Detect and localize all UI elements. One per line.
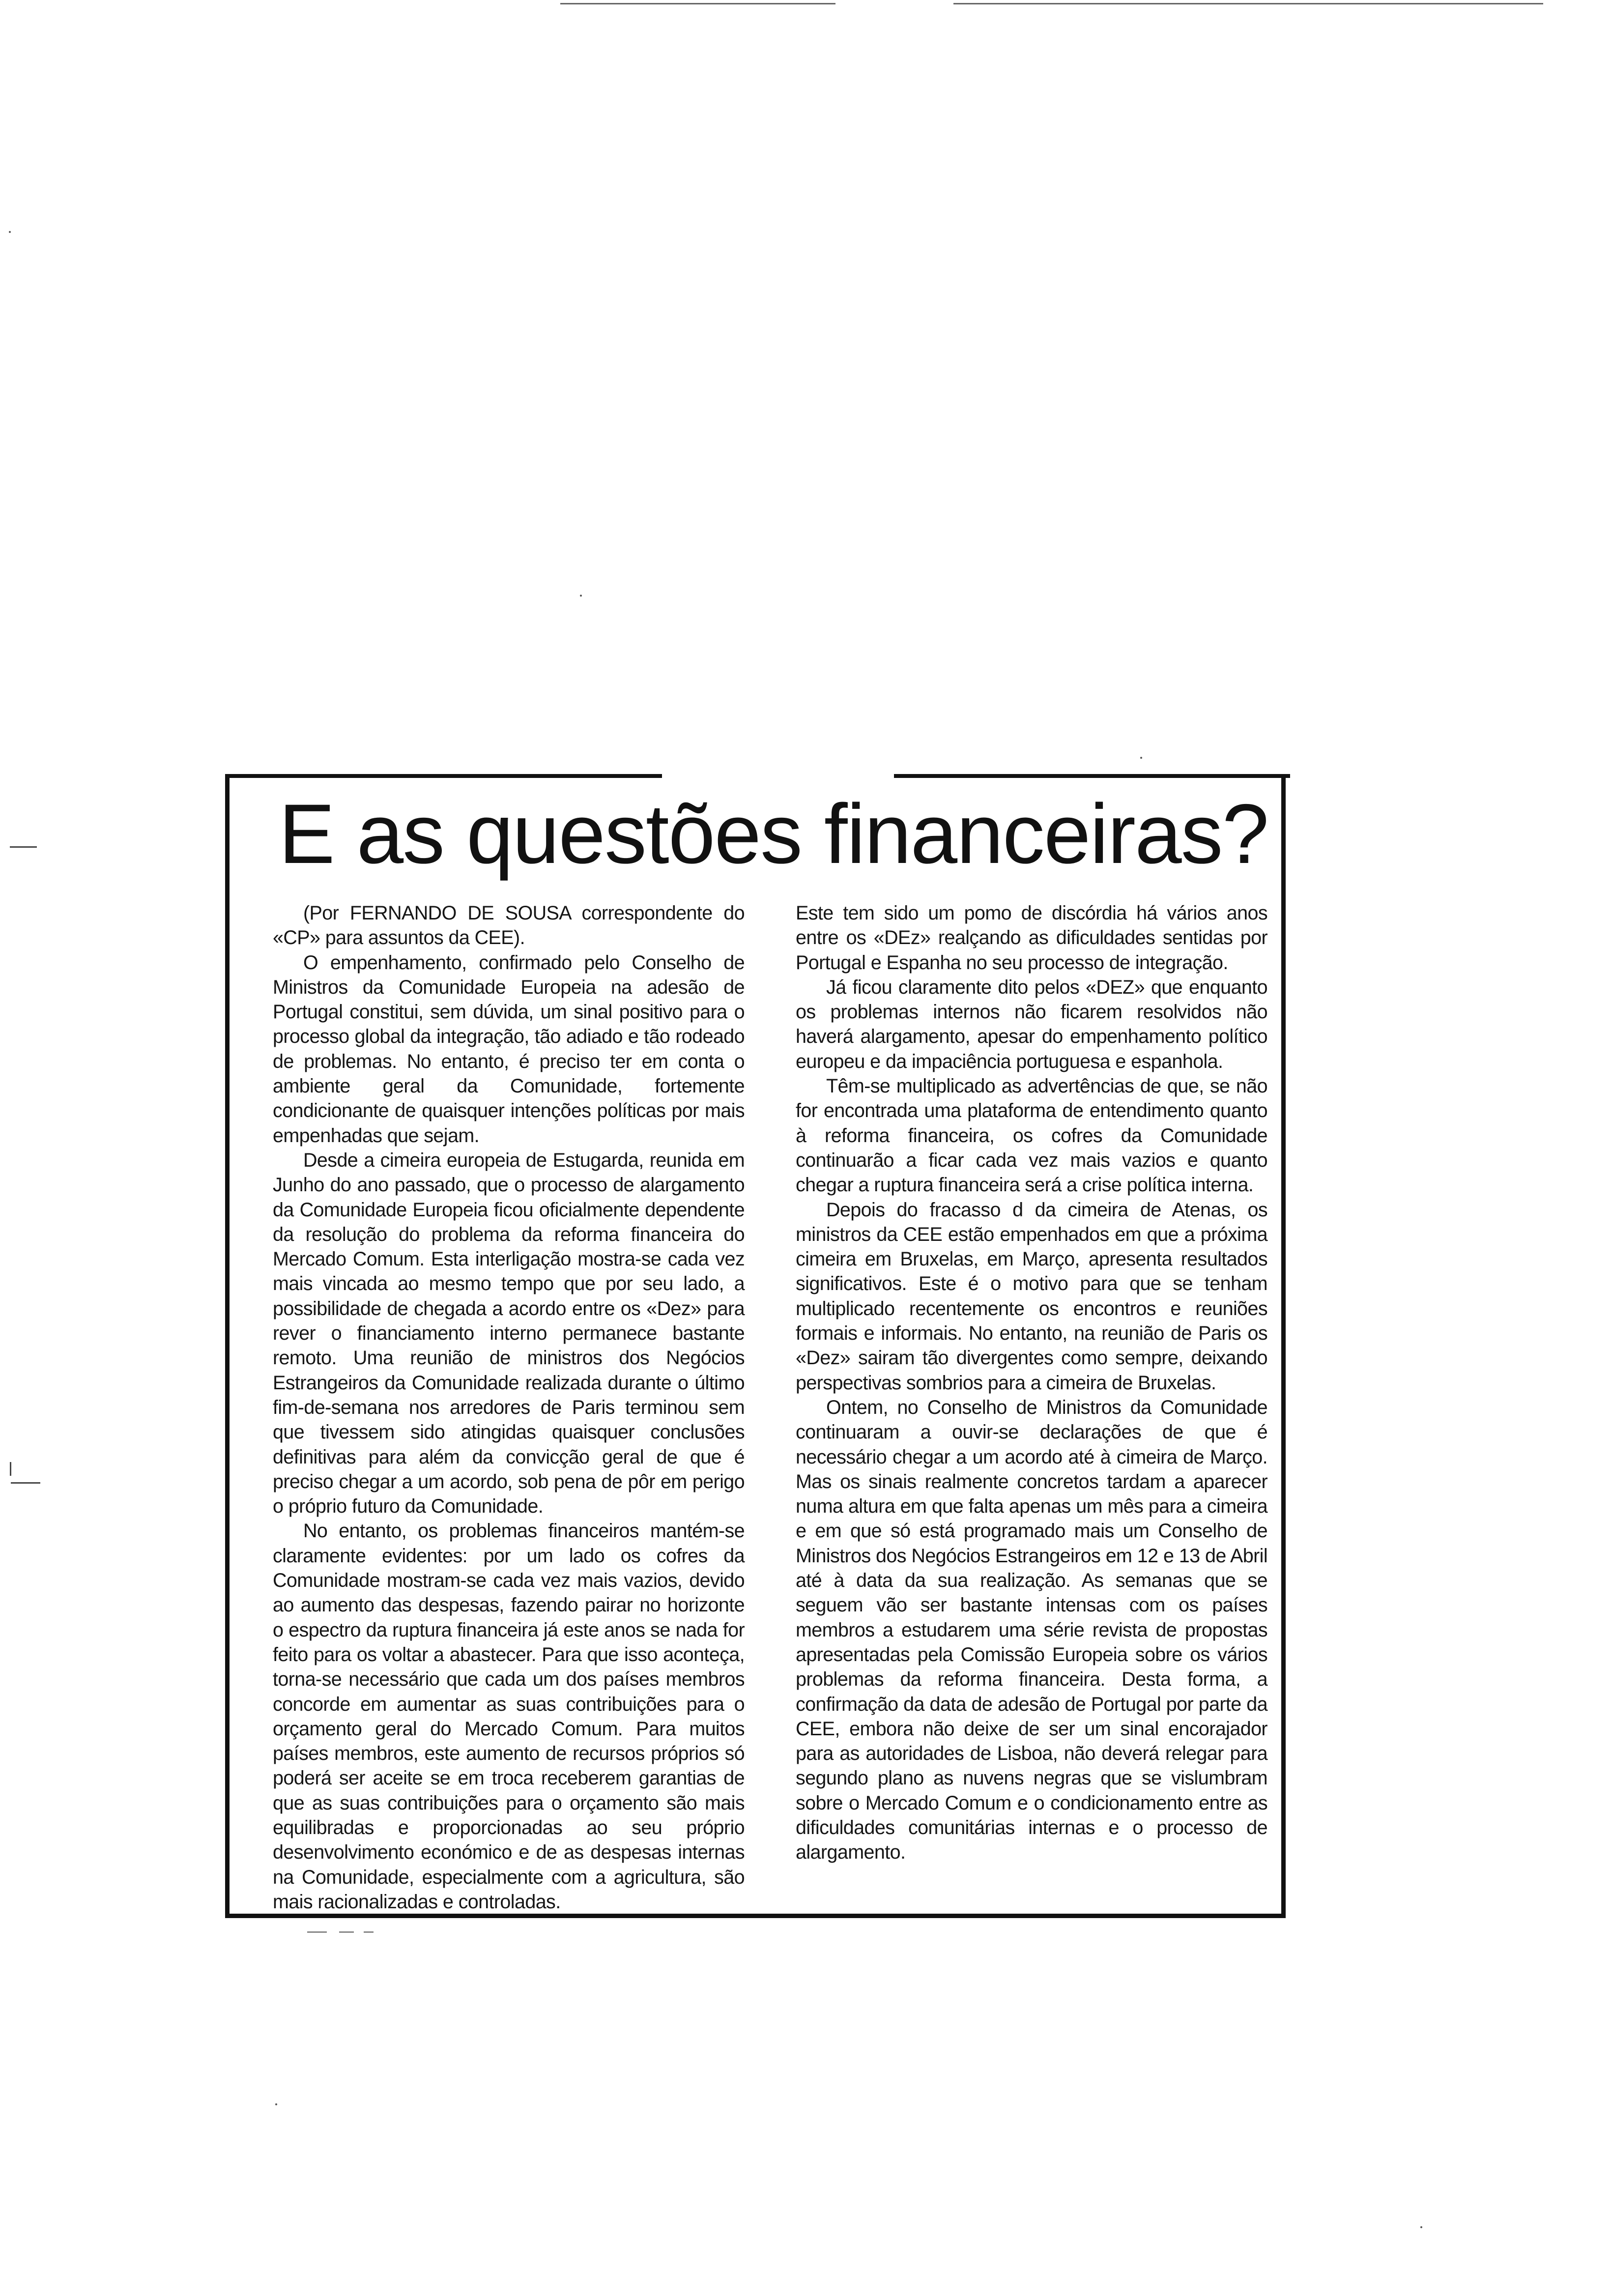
article-headline: E as questões financeiras? <box>279 787 1268 881</box>
speck-4 <box>275 2103 277 2105</box>
article-paragraph: Este tem sido um pomo de discórdia há vários anos entre os «DEz» realçando as dificuldades sentidas por Portugal e Espanha no seu processo de integração. <box>796 902 1267 974</box>
bottom-dash-1 <box>307 1931 327 1933</box>
article-byline: (Por FERNANDO DE SOUSA correspondente do «CP» para assuntos da CEE). <box>273 902 745 949</box>
bottom-dash-3 <box>364 1931 374 1933</box>
scan-top-rule-left <box>560 3 835 4</box>
article-paragraph: O empenhamento, confirmado pelo Conselho de Ministros da Comunidade Europeia na adesão de Portugal constitui, sem dúvida, um sinal positivo para o processo global da integração, tão adiado e tão rodeado de problemas. No entanto, é preciso ter em conta o ambiente geral da Comunidade, fortemente condicionante de quaisquer intenções políticas por mais empenhadas que sejam. <box>273 951 745 1147</box>
speck-1 <box>9 231 11 233</box>
speck-3 <box>1140 757 1142 759</box>
article-left-column <box>273 901 745 1914</box>
article-paragraph: Ontem, no Conselho de Ministros da Comunidade continuaram a ouvir-se declarações de que é necessário chegar a um acordo até à cimeira de Março. Mas os sinais realmente concretos tardam a aparecer numa altura em que falta apenas um mês para a cimeira e em que só está programado mais um Conselho de Ministros dos Negócios Estrangeiros em 12 e 13 de Abril até à data da sua realização. As semanas que se seguem vão ser bastante intensas com os países membros a estudarem uma série revista de propostas apresentadas pela Comissão Europeia sobre os vários problemas da reforma financeira. Desta forma, a confirmação da data de adesão de Portugal por parte da CEE, embora não deixe de ser um sinal encorajador para as autoridades de Lisboa, não deverá relegar para segundo plano as nuvens negras que se vislumbram sobre o Mercado Comum e o condicionamento entre as dificuldades comunitárias internas e o processo de alargamento. <box>796 1396 1267 1864</box>
speck-2 <box>580 595 582 597</box>
article-paragraph: Têm-se multiplicado as advertências de que, se não for encontrada uma plataforma de entendimento quanto à reforma financeira, os cofres da Comunidade continuarão a ficar cada vez mais vazios e quanto chegar a ruptura financeira será a crise política interna. <box>796 1075 1267 1196</box>
article-paragraph: Desde a cimeira europeia de Estugarda, reunida em Junho do ano passado, que o processo de alargamento da Comunidade Europeia ficou oficialmente dependente da resolução do problema da reforma financeira do Mercado Comum. Esta interligação mostra-se cada vez mais vincada ao mesmo tempo que por seu lado, a possibilidade de chegada a acordo entre os «Dez» para rever o financiamento interno permanece bastante remoto. Uma reunião de ministros dos Negócios Estrangeiros da Comunidade realizada durante o último fim-de-semana nos arredores de Paris terminou sem que tivessem sido atingidas quaisquer conclusões definitivas para além da convicção geral de que é preciso chegar a um acordo, sob pena de pôr em perigo o próprio futuro da Comunidade. <box>273 1149 745 1518</box>
bottom-dash-2 <box>339 1931 354 1933</box>
speck-5 <box>1420 2226 1422 2228</box>
article-paragraph: No entanto, os problemas financeiros mantém-se claramente evidentes: por um lado os cofres da Comunidade mostram-se cada vez mais vazios, devido ao aumento das despesas, fazendo pairar no horizonte o espectro da ruptura financeira já este anos se nada for feito para os voltar a abastecer. Para que isso aconteça, torna-se necessário que cada um dos países membros concorde em aumentar as suas contribuições para o orçamento geral do Mercado Comum. Para muitos países membros, este aumento de recursos próprios só poderá ser aceite se em troca receberem garantias de que as suas contribuições para o orçamento são mais equilibradas e proporcionadas ao seu próprio desenvolvimento económico e de as despesas internas na Comunidade, especialmente com a agricultura, são mais racionalizadas e controladas. <box>273 1520 745 1913</box>
scan-top-rule-right <box>953 3 1543 4</box>
article-right-column <box>796 901 1267 1865</box>
margin-mark-2 <box>11 1482 40 1484</box>
article-paragraph: Já ficou claramente dito pelos «DEZ» que enquanto os problemas internos não ficarem resolvidos não haverá alargamento, apesar do empenhamento político europeu e da impaciência portuguesa e espanhola. <box>796 976 1267 1072</box>
article-top-rule-right <box>894 774 1290 778</box>
article-paragraph: Depois do fracasso d da cimeira de Atenas, os ministros da CEE estão empenhados em que a próxima cimeira em Bruxelas, em Março, apresenta resultados significativos. Este é o motivo para que se tenham multiplicado recentemente os encontros e reuniões formais e informais. No entanto, na reunião de Paris os «Dez» sairam tão divergentes como sempre, deixando perspectivas sombrios para a cimeira de Bruxelas. <box>796 1199 1267 1394</box>
article-clipping <box>225 774 1286 1918</box>
margin-mark-3 <box>10 1462 11 1476</box>
article-top-rule-left <box>230 774 662 778</box>
margin-mark-1 <box>10 846 37 848</box>
